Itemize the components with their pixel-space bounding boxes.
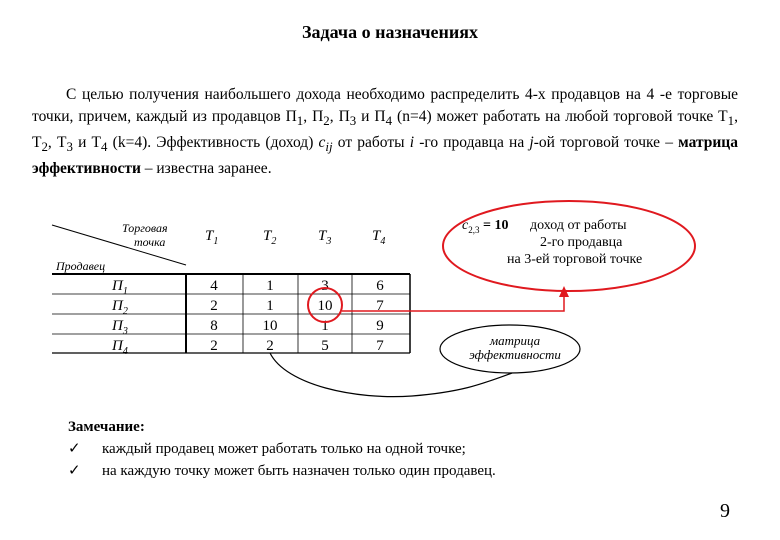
matrix-label-line-2: эффективности — [469, 347, 561, 362]
matrix-cell-highlighted: 10 — [317, 298, 333, 314]
remark-block — [68, 416, 496, 482]
remark-item — [68, 438, 496, 460]
matrix-cell: 10 — [262, 318, 278, 334]
column-header-t4: $T_4$ — [372, 228, 386, 247]
column-header-t3: $T_3$ — [318, 228, 332, 247]
remark-item-text: каждый продавец может работать только на одной точке; — [102, 441, 466, 457]
intro-paragraph: С целью получения наибольшего дохода необходимо распределить 4-х продавцов на 4 -е торговые точки, причем, каждый из продавцов $П_1$, $П_2$, $П_3$ и $П_4$ (n=4) может работать на любой торговой точке $Т_1$, $Т_2$, $Т_3$ и $Т_4$ (k=4). Эффективность (доход) $c_{ij}$ от работы i -го продавца на j-ой торговой точке – матрица эффективности – известна заранее. — [32, 86, 738, 178]
column-header-t2: $T_2$ — [263, 228, 277, 247]
page-number: 9 — [720, 500, 730, 522]
matrix-label-line-1: матрица — [489, 333, 541, 348]
matrix-cell: 1 — [266, 298, 274, 314]
matrix-cell: 5 — [321, 338, 329, 354]
matrix-cell: 4 — [210, 278, 218, 294]
remark-item — [68, 460, 496, 482]
callout-line-1: доход от работы — [530, 218, 627, 233]
corner-top-label-2: точка — [134, 235, 166, 249]
row-header-p4: $П_4$ — [112, 338, 128, 357]
callout-line-3: на 3-ей торговой точке — [507, 252, 643, 267]
row-header-p1: $П_1$ — [112, 278, 128, 297]
row-header-p3: $П_3$ — [112, 318, 128, 337]
matrix-cell: 2 — [210, 338, 218, 354]
checkmark-icon: ✓ — [68, 463, 81, 479]
callout-line-2: 2-го продавца — [540, 235, 623, 250]
checkmark-icon: ✓ — [68, 441, 81, 457]
page-title: Задача о назначениях — [302, 22, 478, 42]
matrix-cell: 3 — [321, 278, 329, 294]
matrix-cell: 2 — [210, 298, 218, 314]
corner-top-label-1: Торговая — [122, 221, 168, 235]
row-header-p2: $П_2$ — [112, 298, 128, 317]
matrix-cell: 7 — [376, 298, 384, 314]
matrix-cell: 1 — [321, 318, 329, 334]
remark-item-text: на каждую точку может быть назначен только один продавец. — [102, 463, 496, 479]
remark-heading: Замечание: — [68, 419, 145, 435]
corner-left-label: Продавец — [56, 259, 106, 273]
column-header-t1: $T_1$ — [205, 228, 219, 247]
matrix-cell: 8 — [210, 318, 218, 334]
callout-formula: $c_{2,3} = 10$ — [462, 218, 509, 235]
matrix-cell: 2 — [266, 338, 274, 354]
matrix-cell: 6 — [376, 278, 384, 294]
matrix-cell: 9 — [376, 318, 384, 334]
matrix-cell: 1 — [266, 278, 274, 294]
matrix-cell: 7 — [376, 338, 384, 354]
